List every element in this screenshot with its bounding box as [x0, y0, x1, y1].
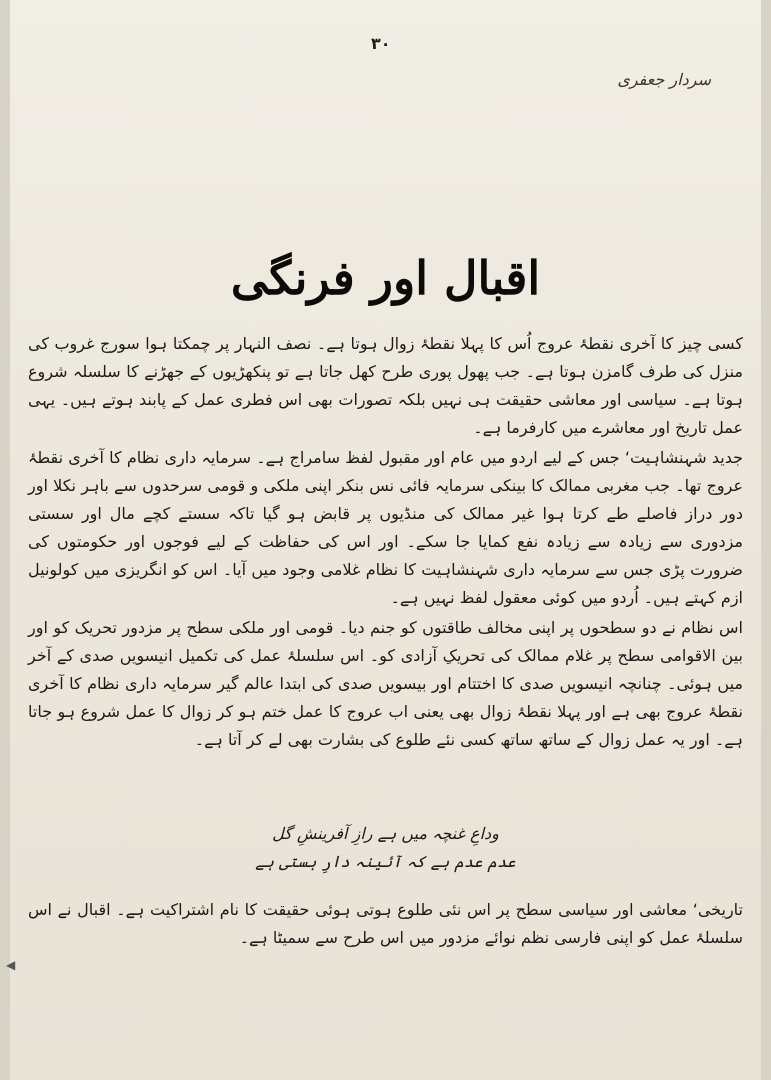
verse-line: عدم عدم ہے کہ آئینہ دارِ ہستی ہے: [255, 852, 516, 871]
body-text: [28, 330, 743, 756]
paragraph: تاریخی‘ معاشی اور سیاسی سطح پر اس نئی طلوع ہوتی ہوئی حقیقت کا نام اشتراکیت ہے۔ اقبال نے اس سلسلۂ عمل کو اپنی فارسی نظم نوائے مزدور میں اس طرح سے سمیٹا ہے۔: [28, 900, 743, 947]
chapter-title: اقبال اور فرنگی: [230, 250, 541, 305]
page-edge-right: [761, 0, 771, 1080]
margin-mark-icon: ◀: [6, 958, 16, 972]
page-number: ۳۰: [371, 34, 391, 53]
paragraph: کسی چیز کا آخری نقطۂ عروج اُس کا پہلا نقطۂ زوال ہوتا ہے۔ نصف النہار پر چمکتا ہوا سورج غروب کی منزل کی طرف گامزن ہوتا ہے۔ جب پھول پوری طرح کھل جاتا ہے تو پنکھڑیوں کے جھڑنے کا سلسلہ شروع ہوتا ہے۔ سیاسی اور معاشی حقیقت ہی نہیں بلکہ تصورات بھی اس فطری عمل کے پابند ہوتے ہیں۔ یہی عمل تاریخ اور معاشرے میں کارفرما ہے۔: [28, 334, 743, 437]
page-edge-left: [0, 0, 10, 1080]
verse-line: وداعِ غنچہ میں ہے رازِ آفرینشِ گل: [272, 824, 499, 843]
verse-block: [200, 820, 571, 876]
closing-text: [28, 896, 743, 952]
paragraph: اس نظام نے دو سطحوں پر اپنی مخالف طاقتوں کو جنم دیا۔ قومی اور ملکی سطح پر مزدور تحریک کو اور بین الاقوامی سطح پر غلام ممالک کی تحریکِ آزادی کو۔ اس سلسلۂ عمل کی تکمیل انیسویں صدی کے آخر میں ہوئی۔ چنانچہ انیسویں صدی کا اختتام اور بیسویں صدی کی ابتدا عالم گیر سرمایہ داری نظام کا آخری نقطۂ عروج بھی ہے اور پہلا نقطۂ زوال بھی یعنی اب عروج کا عمل ختم ہو کر زوال کا عمل شروع ہو جاتا ہے۔ اور یہ عمل زوال کے ساتھ ساتھ کسی نئے طلوع کی بشارت بھی لے کر آتا ہے۔: [28, 618, 743, 749]
paragraph: جدید شہنشاہیت‘ جس کے لیے اردو میں عام اور مقبول لفظ سامراج ہے۔ سرمایہ داری نظام کا آخری نقطۂ عروج تھا۔ جب مغربی ممالک کا بینکی سرمایہ فائی نس بنکر اپنی ملکی و قومی سرحدوں سے باہر نکلا اور دور دراز فاصلے طے کرتا ہوا غیر ممالک کی منڈیوں پر قابض ہو گیا تاکہ سستے کچے مال اور سستی مزدوری سے زیادہ سے زیادہ نفع کمایا جا سکے۔ اور اس کی حفاظت کے لیے فوجوں اور حکومتوں کی ضرورت پڑی جس سے سرمایہ داری شہنشاہیت کا نظام غلامی وجود میں آیا۔ اس کو انگریزی میں کولونیل ازم کہتے ہیں۔ اُردو میں کوئی معقول لفظ نہیں ہے۔: [28, 448, 743, 607]
author-name: سردار جعفری: [617, 70, 711, 89]
